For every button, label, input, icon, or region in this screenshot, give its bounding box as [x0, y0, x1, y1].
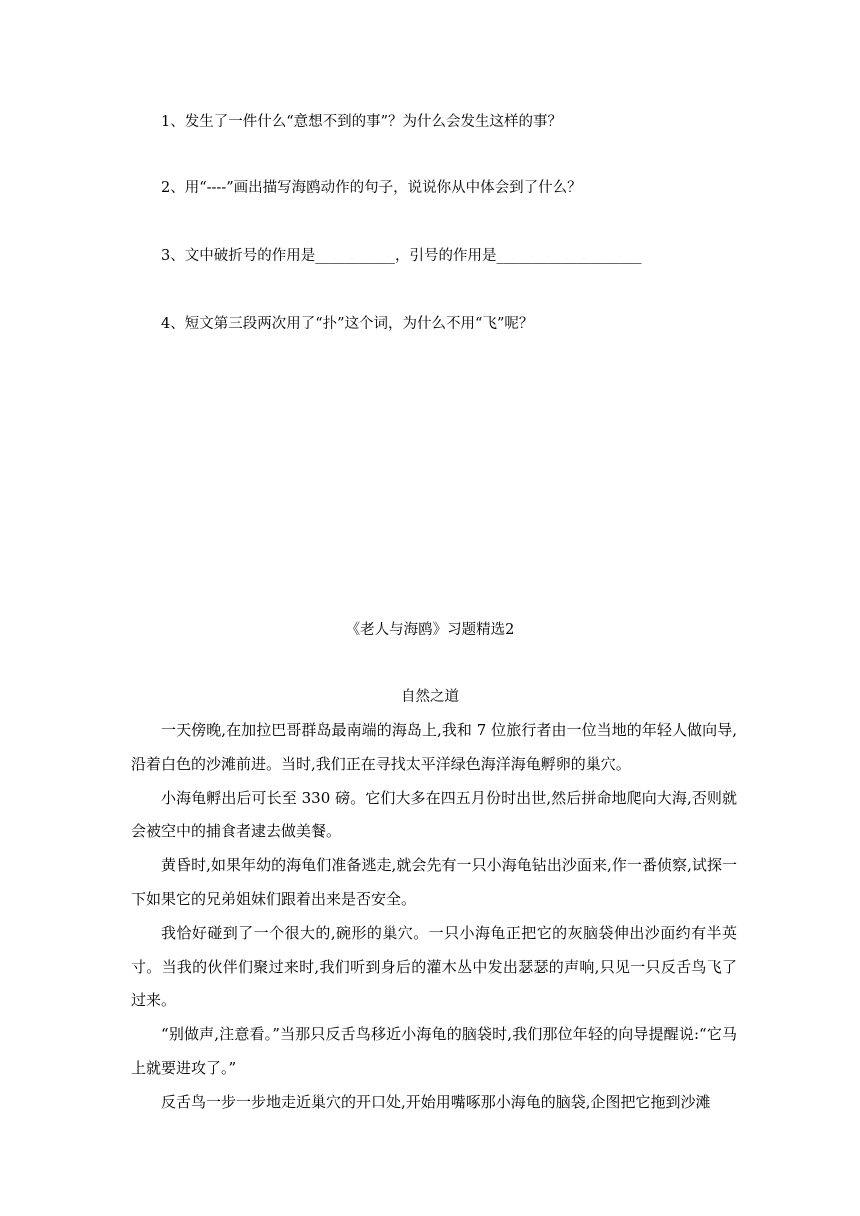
question-1: 1、发生了一件什么“意想不到的事”？为什么会发生这样的事？	[161, 114, 563, 130]
question-4: 4、短文第三段两次用了“扑”这个词，为什么不用“飞”呢？	[161, 316, 534, 332]
question-2: 2、用“----”画出描写海鸥动作的句子，说说你从中体会到了什么？	[161, 180, 582, 196]
paragraph: 一天傍晚,在加拉巴哥群岛最南端的海岛上,我和 7 位旅行者由一位当地的年轻人做向导,沿着白色的沙滩前进。当时,我们正在寻找太平洋绿色海洋海龟孵卵的巢穴。	[131, 721, 737, 773]
paragraph: 我恰好碰到了一个很大的,碗形的巢穴。一只小海龟正把它的灰脑袋伸出沙面约有半英寸。当我的伙伴们聚过来时,我们听到身后的灌木丛中发出瑟瑟的声响,只见一只反舌鸟飞了过来。	[131, 923, 737, 1010]
passage-body	[131, 714, 737, 1120]
section-title: 《老人与海鸥》习题精选2	[345, 622, 515, 638]
paragraph: 黄昏时,如果年幼的海龟们准备逃走,就会先有一只小海龟钻出沙面来,作一番侦察,试探一下如果它的兄弟姐妹们跟着出来是否安全。	[131, 856, 737, 908]
paragraph: 反舌鸟一步一步地走近巢穴的开口处,开始用嘴啄那小海龟的脑袋,企图把它拖到沙滩	[161, 1092, 711, 1111]
question-3: 3、文中破折号的作用是___________，引号的作用是____________________	[161, 248, 642, 264]
paragraph: 小海龟孵出后可长至 330 磅。它们大多在四五月份时出世,然后拼命地爬向大海,否则就会被空中的捕食者逮去做美餐。	[131, 788, 737, 841]
paragraph: “别做声,注意看。”当那只反舌鸟移近小海龟的脑袋时,我们那位年轻的向导提醒说:“它马上就要进攻了。”	[131, 1025, 737, 1077]
passage-title: 自然之道	[401, 689, 459, 705]
